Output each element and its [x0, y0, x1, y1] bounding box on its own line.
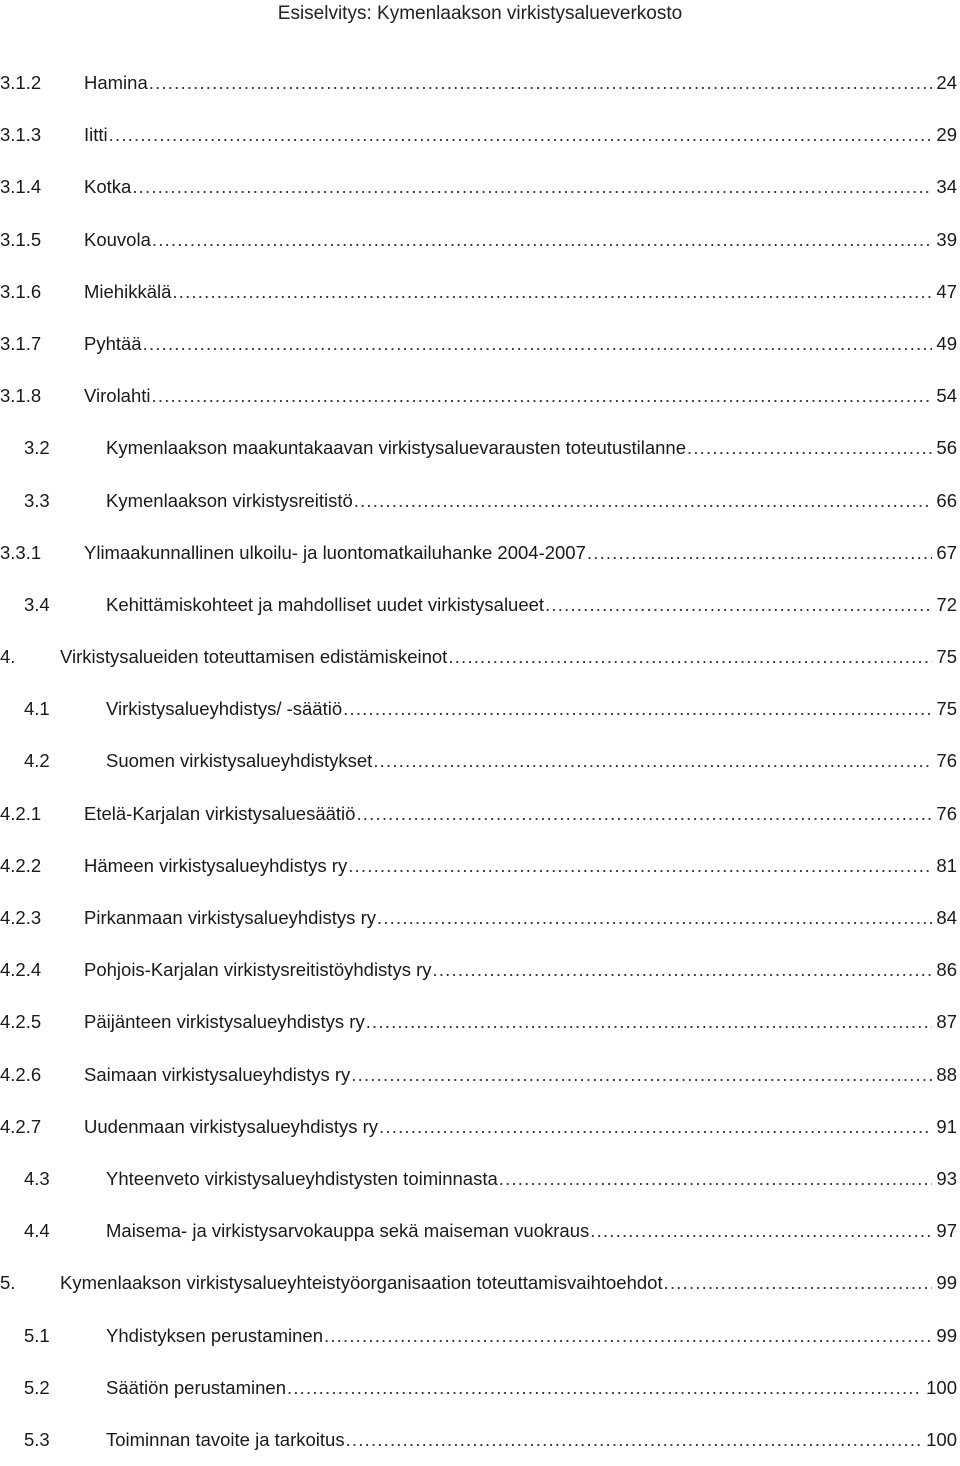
toc-entry-number: 3.1.2 — [0, 72, 42, 93]
toc-entry-page-number: 91 — [936, 1115, 957, 1137]
toc-entry-number: 3.1.8 — [0, 385, 42, 407]
toc-entry-page-number: 76 — [936, 802, 957, 824]
toc-entry[interactable] — [0, 944, 960, 996]
toc-entry-line — [84, 214, 957, 266]
dot-leader — [152, 370, 933, 422]
dot-leader — [132, 161, 932, 213]
dot-leader — [379, 1101, 932, 1153]
toc-entry-number: 4.2.5 — [0, 1011, 42, 1033]
toc-entry-title[interactable]: Hämeen virkistysalueyhdistys ry — [84, 854, 348, 876]
dot-leader — [172, 266, 932, 318]
toc-entry-page-number: 100 — [926, 1376, 957, 1398]
dot-leader — [152, 214, 933, 266]
toc-entry[interactable] — [0, 57, 960, 109]
toc-entry-line — [106, 683, 957, 735]
toc-entry-page-number: 88 — [936, 1063, 957, 1085]
toc-entry-page-number: 49 — [936, 332, 957, 354]
toc-entry-page-number: 99 — [936, 1324, 957, 1346]
toc-entry[interactable] — [0, 996, 960, 1048]
toc-entry-number: 4.2.1 — [0, 802, 42, 824]
toc-entry-page-number: 67 — [936, 541, 957, 563]
toc-entry-title[interactable]: Suomen virkistysalueyhdistykset — [106, 750, 373, 772]
toc-entry-line — [84, 318, 957, 370]
toc-entry-line — [106, 1362, 957, 1414]
dot-leader — [499, 1153, 933, 1205]
toc-entry-title[interactable]: Uudenmaan virkistysalueyhdistys ry — [84, 1115, 379, 1137]
toc-entry-title[interactable]: Miehikkälä — [84, 280, 172, 302]
toc-entry[interactable] — [0, 1153, 960, 1205]
toc-entry-page-number: 66 — [936, 489, 957, 511]
toc-entry-title[interactable]: Pirkanmaan virkistysalueyhdistys ry — [84, 907, 376, 928]
dot-leader — [149, 57, 933, 109]
toc-entry-number: 4.2.7 — [0, 1115, 42, 1137]
toc-entry[interactable] — [0, 266, 960, 318]
table-of-contents — [0, 57, 960, 1466]
toc-entry-title[interactable]: Päijänteen virkistysalueyhdistys ry — [84, 1011, 365, 1033]
toc-entry-page-number: 75 — [936, 698, 957, 720]
toc-entry-title[interactable]: Virolahti — [84, 385, 151, 407]
toc-entry[interactable] — [0, 1205, 960, 1257]
dot-leader — [356, 788, 932, 840]
toc-entry-page-number: 39 — [936, 228, 957, 250]
toc-entry[interactable] — [0, 735, 960, 787]
toc-entry-number: 5.1 — [24, 1324, 50, 1346]
toc-entry-number: 3.1.3 — [0, 124, 42, 146]
dot-leader — [354, 475, 933, 527]
toc-entry-number: 5.3 — [24, 1428, 50, 1450]
toc-entry[interactable] — [0, 1414, 960, 1466]
toc-entry-title[interactable]: Pyhtää — [84, 332, 142, 354]
toc-entry[interactable] — [0, 370, 960, 422]
toc-entry-page-number: 54 — [936, 385, 957, 407]
toc-entry-line — [60, 631, 957, 683]
toc-entry-title[interactable]: Maisema- ja virkistysarvokauppa sekä maiseman vuokraus — [106, 1220, 590, 1242]
toc-entry[interactable] — [0, 631, 960, 683]
toc-entry-line — [84, 1101, 957, 1153]
dot-leader — [348, 840, 932, 892]
toc-entry-page-number: 87 — [936, 1011, 957, 1033]
toc-entry[interactable] — [0, 422, 960, 474]
dot-leader — [346, 1414, 923, 1466]
toc-entry-number: 3.2 — [24, 437, 50, 459]
toc-entry[interactable] — [0, 475, 960, 527]
toc-entry-title[interactable]: Virkistysalueiden toteuttamisen edistämiskeinot — [60, 646, 448, 668]
toc-entry-title[interactable]: Virkistysalueyhdistys/ -säätiö — [106, 698, 343, 720]
toc-entry-title[interactable]: Toiminnan tavoite ja tarkoitus — [106, 1428, 345, 1450]
toc-entry-page-number: 84 — [936, 907, 957, 928]
toc-entry-page-number: 47 — [936, 280, 957, 302]
dot-leader — [433, 944, 933, 996]
toc-entry-line — [84, 788, 957, 840]
dot-leader — [377, 892, 932, 944]
dot-leader — [143, 318, 933, 370]
toc-entry-page-number: 81 — [936, 854, 957, 876]
toc-entry-title[interactable]: Saimaan virkistysalueyhdistys ry — [84, 1063, 351, 1085]
toc-entry[interactable] — [0, 527, 960, 579]
document-title: Esiselvitys: Kymenlaakson virkistysalueverkosto — [277, 3, 683, 24]
dot-leader — [590, 1205, 932, 1257]
toc-entry-number: 3.3.1 — [0, 541, 42, 563]
toc-entry[interactable] — [0, 788, 960, 840]
toc-entry-line — [84, 527, 957, 579]
toc-entry-page-number: 93 — [936, 1167, 957, 1189]
toc-entry-line — [106, 422, 957, 474]
toc-entry[interactable] — [0, 161, 960, 213]
toc-entry-line — [84, 996, 957, 1048]
toc-entry-title[interactable]: Yhteenveto virkistysalueyhdistysten toiminnasta — [106, 1167, 498, 1189]
toc-entry-number: 3.4 — [24, 593, 50, 615]
dot-leader — [587, 527, 933, 579]
toc-entry-line — [84, 944, 957, 996]
toc-entry[interactable] — [0, 840, 960, 892]
toc-entry-title[interactable]: Ylimaakunnallinen ulkoilu- ja luontomatkailuhanke 2004-2007 — [84, 541, 586, 563]
toc-entry-line — [106, 1153, 957, 1205]
toc-entry[interactable] — [0, 1049, 960, 1101]
toc-entry-number: 4.4 — [24, 1220, 50, 1242]
dot-leader — [366, 996, 933, 1048]
toc-entry-number: 5.2 — [24, 1376, 50, 1398]
toc-entry[interactable] — [0, 1257, 960, 1309]
dot-leader — [343, 683, 932, 735]
toc-entry-number: 3.3 — [24, 489, 50, 511]
toc-entry-number: 4.1 — [24, 698, 50, 720]
toc-entry[interactable] — [0, 892, 960, 944]
dot-leader — [287, 1362, 922, 1414]
toc-entry-number: 3.1.4 — [0, 176, 42, 198]
toc-entry-page-number: 99 — [936, 1272, 957, 1294]
toc-entry-line — [84, 109, 957, 161]
toc-entry[interactable] — [0, 214, 960, 266]
toc-entry-page-number: 29 — [936, 124, 957, 146]
toc-entry-number: 3.1.6 — [0, 280, 42, 302]
toc-entry-number: 4.2.4 — [0, 959, 42, 981]
toc-entry-line — [84, 370, 957, 422]
toc-entry-title[interactable]: Kouvola — [84, 228, 151, 250]
toc-entry[interactable] — [0, 579, 960, 631]
toc-entry-number: 4.2 — [24, 750, 50, 772]
toc-entry-number: 3.1.7 — [0, 332, 42, 354]
dot-leader — [324, 1310, 932, 1362]
toc-entry-page-number: 86 — [936, 959, 957, 981]
toc-entry[interactable] — [0, 683, 960, 735]
toc-entry-number: 5. — [0, 1272, 16, 1294]
toc-entry-line — [106, 1205, 957, 1257]
toc-entry-title[interactable]: Hamina — [84, 72, 148, 93]
toc-entry-line — [84, 1049, 957, 1101]
toc-entry-number: 4.2.2 — [0, 854, 42, 876]
toc-entry-title[interactable]: Pohjois-Karjalan virkistysreitistöyhdistys ry — [84, 959, 432, 981]
dot-leader — [664, 1257, 933, 1309]
dot-leader — [373, 735, 932, 787]
page-header — [0, 2, 960, 26]
toc-entry-page-number: 97 — [936, 1220, 957, 1242]
toc-entry-page-number: 75 — [936, 646, 957, 668]
dot-leader — [448, 631, 932, 683]
toc-entry-page-number: 34 — [936, 176, 957, 198]
toc-entry-line — [84, 57, 957, 109]
toc-entry-title[interactable]: Kotka — [84, 176, 132, 198]
toc-entry-number: 4. — [0, 646, 16, 668]
toc-entry-line — [106, 735, 957, 787]
dot-leader — [351, 1049, 932, 1101]
dot-leader — [545, 579, 932, 631]
toc-entry[interactable] — [0, 1101, 960, 1153]
toc-entry-number: 4.3 — [24, 1167, 50, 1189]
toc-entry-title[interactable]: Kymenlaakson virkistysalueyhteistyöorganisaation toteuttamisvaihtoehdot — [60, 1272, 663, 1294]
toc-entry-title[interactable]: Säätiön perustaminen — [106, 1376, 286, 1398]
toc-entry-page-number: 72 — [936, 593, 957, 615]
toc-entry[interactable] — [0, 318, 960, 370]
toc-entry-line — [106, 579, 957, 631]
toc-entry-line — [84, 892, 957, 944]
toc-entry[interactable] — [0, 109, 960, 161]
toc-entry-number: 3.1.5 — [0, 228, 42, 250]
toc-entry-line — [84, 840, 957, 892]
dot-leader — [109, 109, 933, 161]
toc-entry-line — [84, 266, 957, 318]
toc-entry-line — [84, 161, 957, 213]
toc-entry-page-number: 56 — [936, 437, 957, 459]
toc-entry-line — [106, 1310, 957, 1362]
toc-entry-line — [60, 1257, 957, 1309]
toc-entry[interactable] — [0, 1310, 960, 1362]
toc-entry-title[interactable]: Etelä-Karjalan virkistysaluesäätiö — [84, 802, 356, 824]
toc-entry-line — [106, 1414, 957, 1466]
toc-entry-page-number: 24 — [936, 72, 957, 93]
toc-entry-number: 4.2.6 — [0, 1063, 42, 1085]
toc-entry-title[interactable]: Yhdistyksen perustaminen — [106, 1324, 323, 1346]
toc-entry-title[interactable]: Kymenlaakson maakuntakaavan virkistysaluevarausten toteutustilanne — [106, 437, 686, 459]
toc-entry-page-number: 76 — [936, 750, 957, 772]
toc-entry[interactable] — [0, 1362, 960, 1414]
toc-entry-title[interactable]: Iitti — [84, 124, 108, 146]
toc-entry-number: 4.2.3 — [0, 907, 42, 928]
toc-entry-title[interactable]: Kymenlaakson virkistysreitistö — [106, 489, 353, 511]
toc-entry-page-number: 100 — [926, 1428, 957, 1450]
dot-leader — [687, 422, 932, 474]
toc-entry-line — [106, 475, 957, 527]
toc-entry-title[interactable]: Kehittämiskohteet ja mahdolliset uudet virkistysalueet — [106, 593, 545, 615]
